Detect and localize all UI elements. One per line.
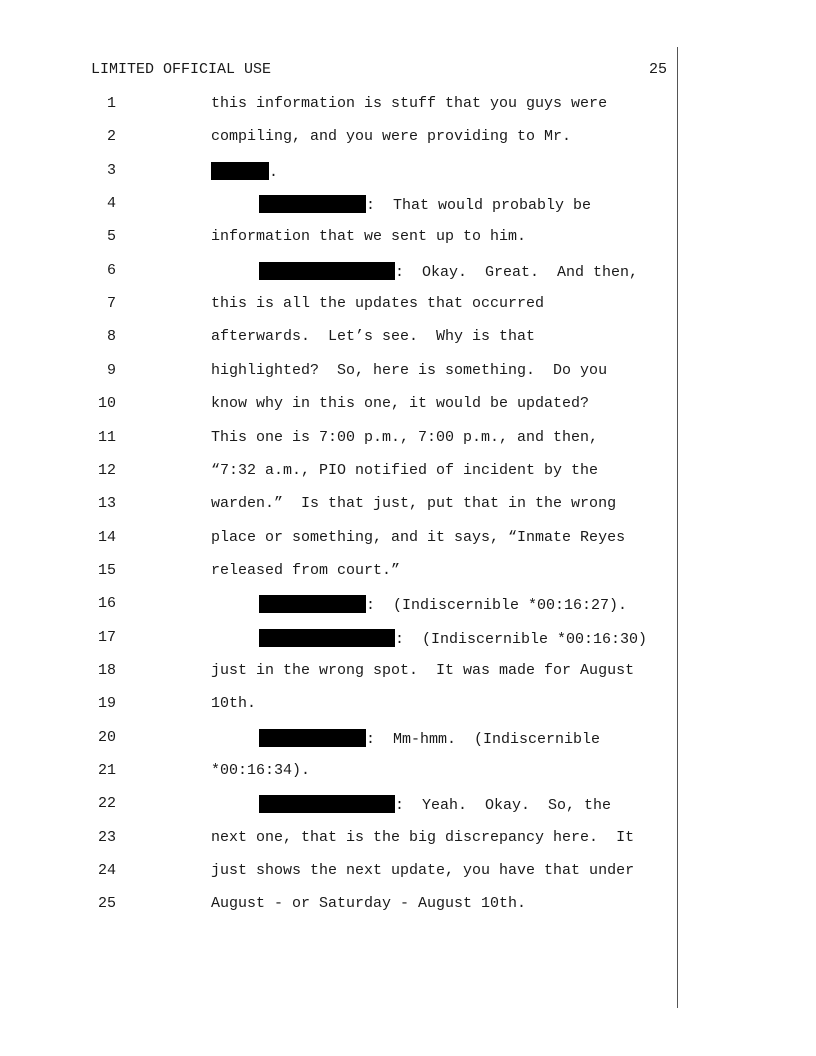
line-text-content: place or something, and it says, “Inmate Reyes [211,529,626,546]
line-text-content: afterwards. Let’s see. Why is that [211,328,536,345]
line-text [211,862,634,880]
line-number: 15 [97,562,116,579]
line-text-content: 10th. [211,695,257,712]
line-text-content: This one is 7:00 p.m., 7:00 p.m., and then, [211,429,599,446]
line-text-content: released from court.” [211,562,401,579]
line-number: 9 [106,362,116,379]
line-number: 14 [97,529,116,546]
line-text-content: . [269,164,279,181]
redaction-box [259,629,395,647]
redaction-box [259,795,395,813]
line-text-content: compiling, and you were providing to Mr. [211,128,572,145]
transcript-line [0,195,680,228]
line-text-content: *00:16:34). [211,762,311,779]
line-text [211,295,544,313]
transcript-line [0,495,680,528]
line-number: 2 [106,128,116,145]
line-number: 18 [97,662,116,679]
transcript-line [0,695,680,728]
line-text-content: just shows the next update, you have that under [211,862,635,879]
line-number: 6 [106,262,116,279]
transcript-line [0,228,680,261]
line-text-content: this is all the updates that occurred [211,295,545,312]
line-number: 20 [97,729,116,746]
transcript-line [0,729,680,762]
line-number: 12 [97,462,116,479]
page-header-left: LIMITED OFFICIAL USE [91,61,272,78]
line-text-content: just in the wrong spot. It was made for August [211,662,635,679]
line-text-content: this information is stuff that you guys were [211,95,608,112]
redaction-box [259,729,366,747]
line-text [259,595,627,615]
line-text [211,662,634,680]
line-text [211,695,256,713]
line-number: 4 [106,195,116,212]
transcript-line [0,395,680,428]
transcript-line [0,529,680,562]
line-text [211,128,571,146]
line-text-content: : Okay. Great. And then, [395,264,639,281]
line-text [211,162,278,182]
line-text [259,795,611,815]
line-text-content: information that we sent up to him. [211,228,527,245]
redaction-box [259,195,366,213]
line-text [259,729,600,749]
transcript-line [0,895,680,928]
transcript-line [0,429,680,462]
line-number: 24 [97,862,116,879]
line-number: 13 [97,495,116,512]
line-text-content: “7:32 a.m., PIO notified of incident by the [211,462,599,479]
line-text [211,762,310,780]
transcript-line [0,562,680,595]
transcript-line [0,95,680,128]
line-number: 22 [97,795,116,812]
transcript-line [0,128,680,161]
line-number: 8 [106,328,116,345]
line-text [211,362,607,380]
transcript-line [0,595,680,628]
line-number: 10 [97,395,116,412]
page-number: 25 [648,61,667,78]
line-text-content: August - or Saturday - August 10th. [211,895,527,912]
line-text [211,829,634,847]
redaction-box [259,595,366,613]
line-text [259,629,647,649]
transcript-line [0,829,680,862]
transcript-line [0,862,680,895]
transcript-line [0,262,680,295]
line-number: 17 [97,629,116,646]
transcript-line [0,162,680,195]
transcript-line [0,362,680,395]
line-number: 23 [97,829,116,846]
line-text [211,395,589,413]
line-text [211,95,607,113]
transcript-line [0,795,680,828]
line-text [211,895,526,913]
line-text [211,462,598,480]
line-number: 11 [97,429,116,446]
line-number: 7 [106,295,116,312]
transcript-line [0,295,680,328]
line-text-content: know why in this one, it would be updated? [211,395,590,412]
line-text-content: warden.” Is that just, put that in the wrong [211,495,617,512]
line-number: 16 [97,595,116,612]
line-text-content: : Mm-hmm. (Indiscernible [366,731,601,748]
redaction-box [211,162,269,180]
line-text [211,529,625,547]
transcript-line [0,762,680,795]
line-text [211,429,598,447]
line-text-content: : Yeah. Okay. So, the [395,797,612,814]
line-text [259,262,638,282]
line-number: 5 [106,228,116,245]
transcript-line [0,328,680,361]
line-text-content: highlighted? So, here is something. Do you [211,362,608,379]
line-text-content: : (Indiscernible *00:16:27). [366,597,628,614]
line-number: 19 [97,695,116,712]
line-text [211,562,400,580]
transcript-line [0,662,680,695]
line-text [211,495,616,513]
line-text [211,228,526,246]
line-text [211,328,535,346]
line-number: 1 [106,95,116,112]
line-number: 21 [97,762,116,779]
line-number: 3 [106,162,116,179]
transcript-line [0,629,680,662]
line-text-content: : (Indiscernible *00:16:30) [395,631,648,648]
redaction-box [259,262,395,280]
line-number: 25 [97,895,116,912]
line-text-content: : That would probably be [366,197,592,214]
line-text-content: next one, that is the big discrepancy here. It [211,829,635,846]
transcript-line [0,462,680,495]
line-text [259,195,591,215]
